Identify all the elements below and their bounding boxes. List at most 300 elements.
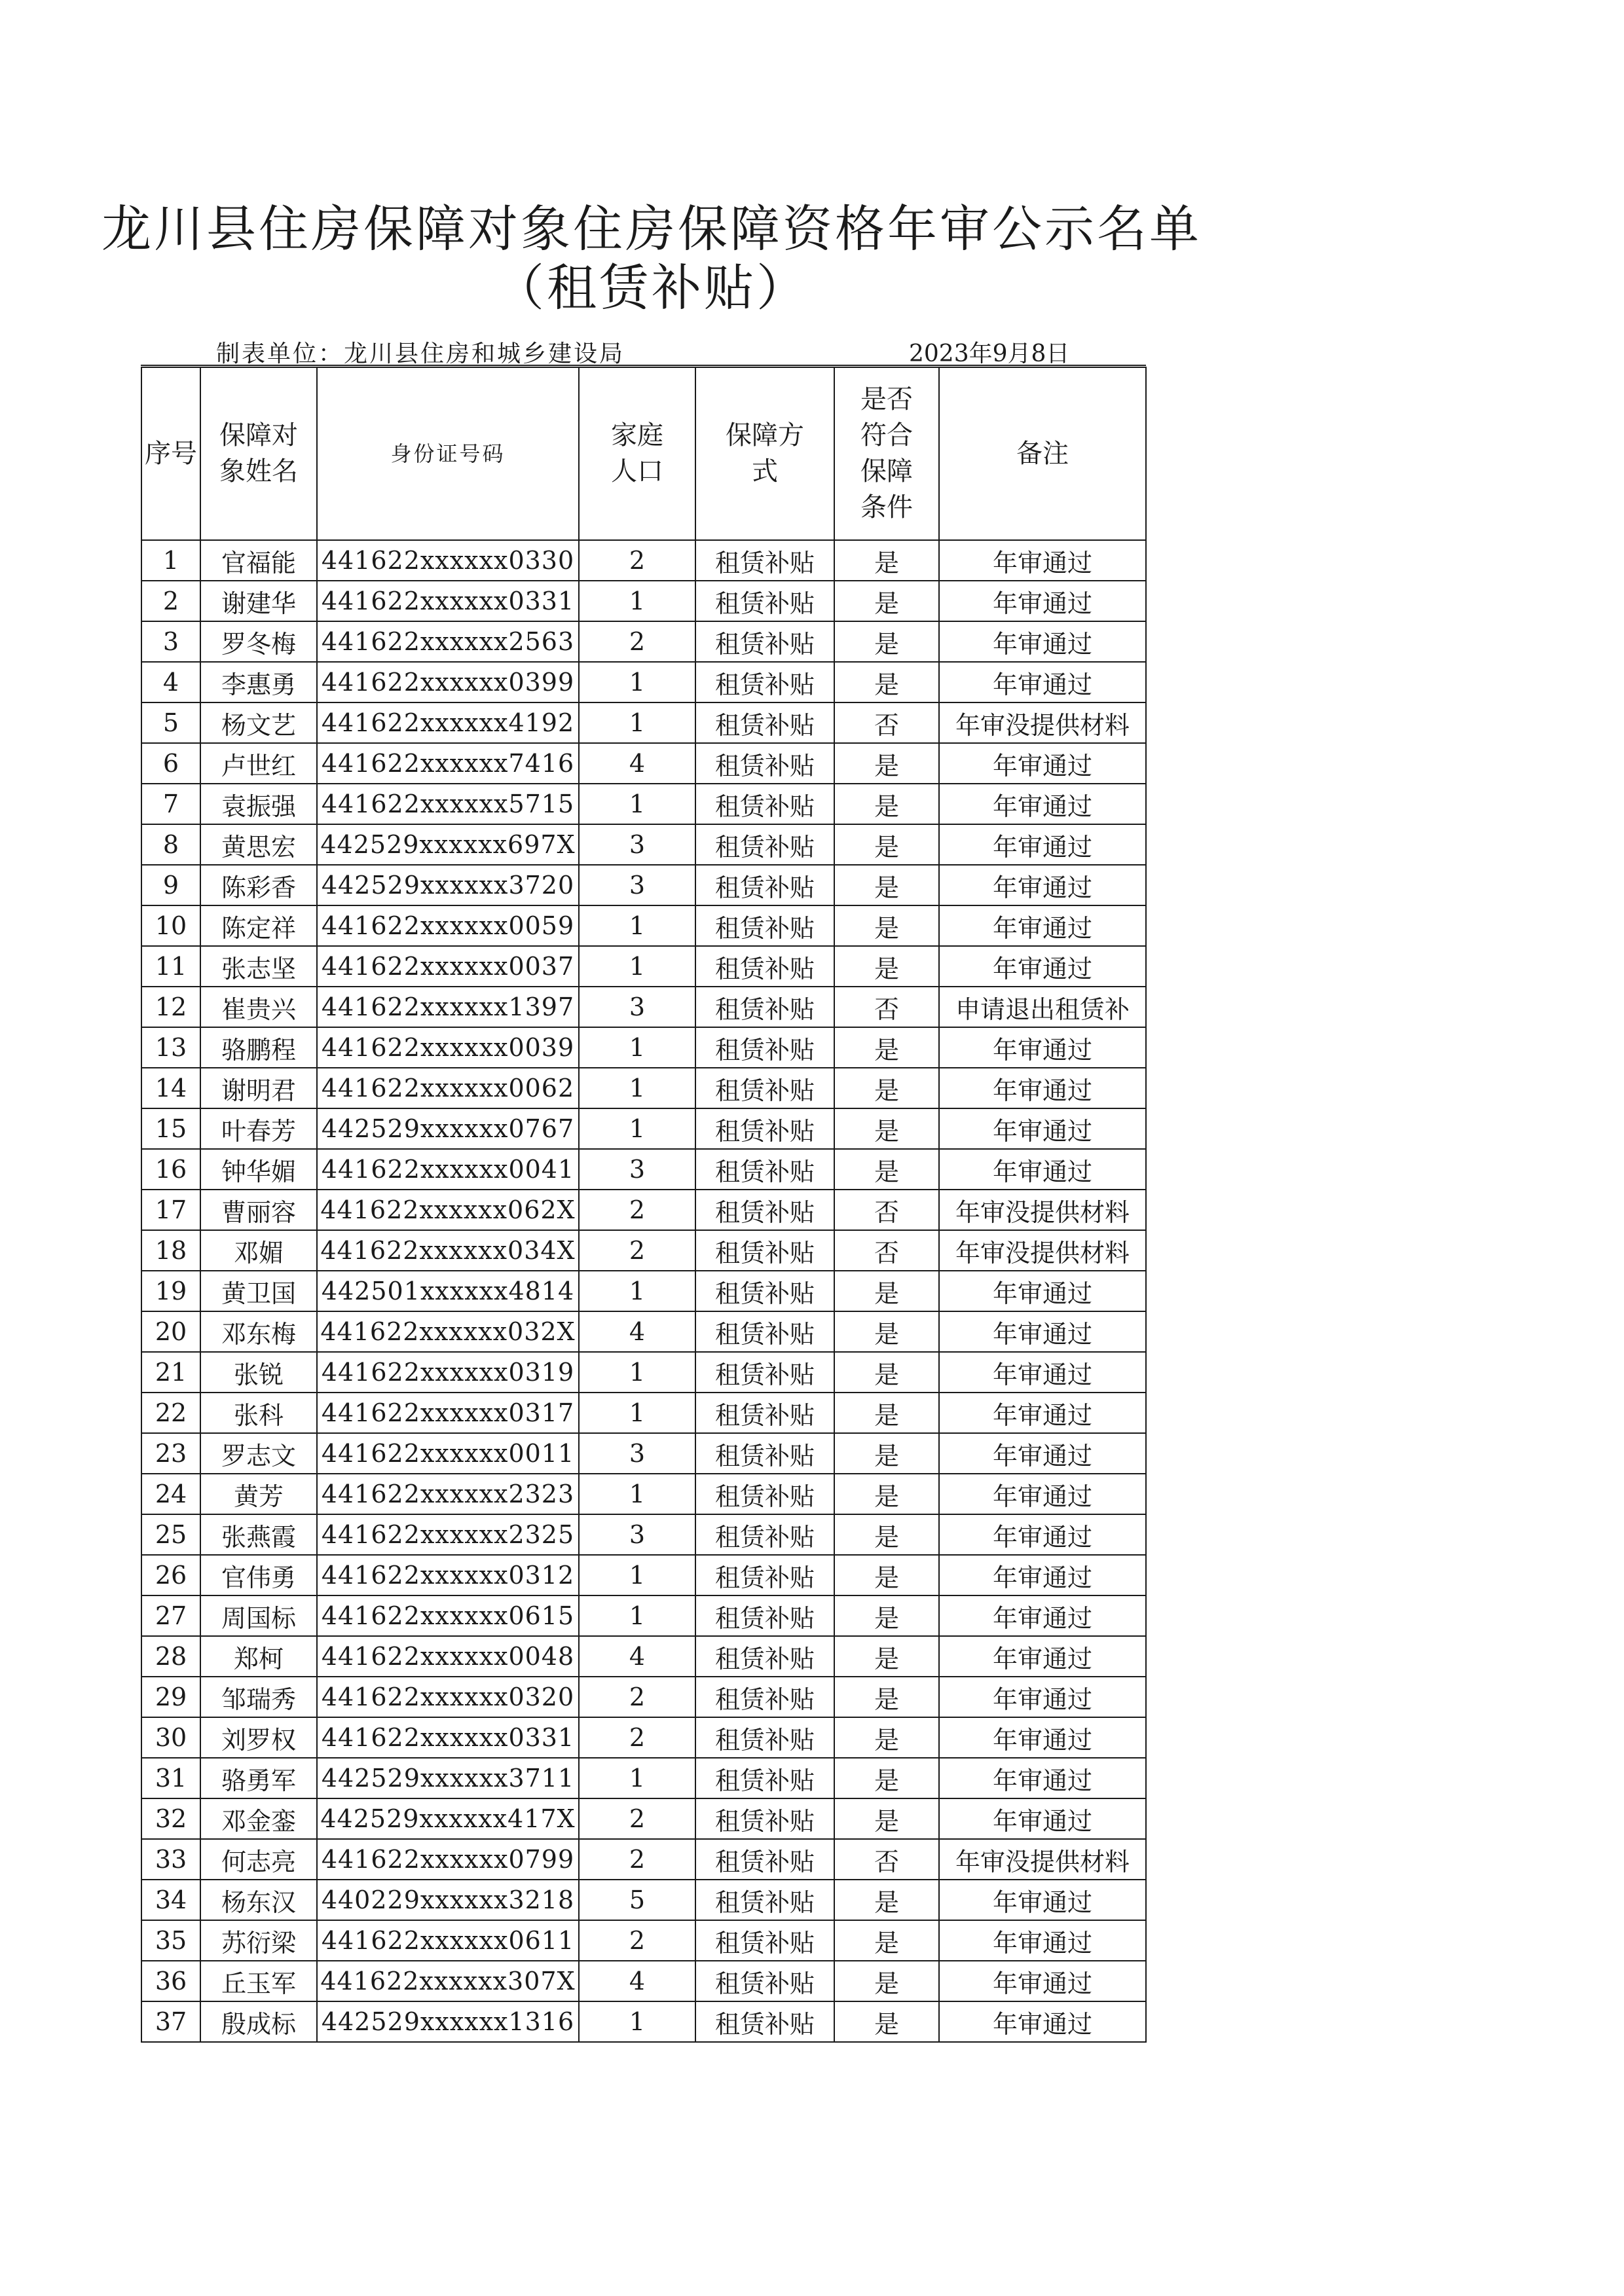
cell-id-number: 441622xxxxxx034X <box>317 1230 579 1271</box>
cell-note: 申请退出租赁补 <box>939 987 1146 1027</box>
cell-note: 年审通过 <box>939 1961 1146 2001</box>
cell-eligible: 是 <box>834 946 939 987</box>
table-row <box>141 784 1146 824</box>
cell-support-mode: 租赁补贴 <box>695 1839 834 1880</box>
cell-seq: 34 <box>141 1880 200 1920</box>
cell-seq: 32 <box>141 1798 200 1839</box>
cell-seq: 15 <box>141 1108 200 1149</box>
cell-support-mode: 租赁补贴 <box>695 1717 834 1758</box>
table-row <box>141 2001 1146 2042</box>
header-eligible <box>834 367 939 540</box>
cell-support-mode: 租赁补贴 <box>695 1393 834 1433</box>
table-row <box>141 1230 1146 1271</box>
cell-name: 黄思宏 <box>200 824 317 865</box>
cell-note: 年审通过 <box>939 1677 1146 1717</box>
cell-id-number: 441622xxxxxx2323 <box>317 1474 579 1514</box>
cell-name: 张志坚 <box>200 946 317 987</box>
cell-support-mode: 租赁补贴 <box>695 1555 834 1595</box>
cell-support-mode: 租赁补贴 <box>695 1514 834 1555</box>
cell-note: 年审通过 <box>939 1393 1146 1433</box>
table-row <box>141 1636 1146 1677</box>
cell-household-size: 3 <box>579 824 695 865</box>
cell-note: 年审通过 <box>939 621 1146 662</box>
cell-household-size: 1 <box>579 1068 695 1108</box>
table-row <box>141 1108 1146 1149</box>
cell-eligible: 是 <box>834 1798 939 1839</box>
table-row <box>141 581 1146 621</box>
cell-support-mode: 租赁补贴 <box>695 865 834 905</box>
cell-note: 年审没提供材料 <box>939 1230 1146 1271</box>
cell-seq: 12 <box>141 987 200 1027</box>
cell-household-size: 2 <box>579 540 695 581</box>
cell-household-size: 1 <box>579 1474 695 1514</box>
cell-note: 年审通过 <box>939 1149 1146 1190</box>
table-row <box>141 1352 1146 1393</box>
table-row <box>141 905 1146 946</box>
applicant-table <box>141 367 1147 2043</box>
cell-household-size: 4 <box>579 1311 695 1352</box>
cell-eligible: 是 <box>834 905 939 946</box>
cell-household-size: 1 <box>579 1555 695 1595</box>
cell-eligible: 是 <box>834 743 939 784</box>
cell-household-size: 1 <box>579 1271 695 1311</box>
cell-seq: 19 <box>141 1271 200 1311</box>
cell-support-mode: 租赁补贴 <box>695 1068 834 1108</box>
cell-id-number: 441622xxxxxx2563 <box>317 621 579 662</box>
cell-support-mode: 租赁补贴 <box>695 1352 834 1393</box>
cell-seq: 30 <box>141 1717 200 1758</box>
cell-household-size: 1 <box>579 946 695 987</box>
cell-note: 年审通过 <box>939 1758 1146 1798</box>
cell-support-mode: 租赁补贴 <box>695 946 834 987</box>
cell-note: 年审通过 <box>939 865 1146 905</box>
cell-household-size: 1 <box>579 1108 695 1149</box>
cell-name: 陈彩香 <box>200 865 317 905</box>
cell-seq: 24 <box>141 1474 200 1514</box>
cell-id-number: 441622xxxxxx0331 <box>317 581 579 621</box>
cell-household-size: 1 <box>579 2001 695 2042</box>
cell-seq: 31 <box>141 1758 200 1798</box>
cell-id-number: 441622xxxxxx0037 <box>317 946 579 987</box>
table-row <box>141 662 1146 702</box>
cell-id-number: 441622xxxxxx0312 <box>317 1555 579 1595</box>
cell-support-mode: 租赁补贴 <box>695 1798 834 1839</box>
cell-name: 叶春芳 <box>200 1108 317 1149</box>
header-eligible-label: 是否符合保障条件 <box>860 384 913 522</box>
issue-date: 2023年9月8日 <box>909 340 1070 367</box>
cell-name: 邓东梅 <box>200 1311 317 1352</box>
cell-support-mode: 租赁补贴 <box>695 824 834 865</box>
cell-eligible: 是 <box>834 1636 939 1677</box>
cell-support-mode: 租赁补贴 <box>695 1311 834 1352</box>
cell-seq: 17 <box>141 1190 200 1230</box>
header-note: 备注 <box>939 367 1146 540</box>
cell-eligible: 是 <box>834 784 939 824</box>
cell-name: 邓媚 <box>200 1230 317 1271</box>
cell-seq: 5 <box>141 702 200 743</box>
cell-name: 罗志文 <box>200 1433 317 1474</box>
cell-eligible: 是 <box>834 1961 939 2001</box>
table-row <box>141 1393 1146 1433</box>
cell-name: 卢世红 <box>200 743 317 784</box>
cell-note: 年审没提供材料 <box>939 1839 1146 1880</box>
cell-household-size: 3 <box>579 1433 695 1474</box>
cell-name: 骆鹏程 <box>200 1027 317 1068</box>
cell-seq: 2 <box>141 581 200 621</box>
cell-seq: 6 <box>141 743 200 784</box>
cell-id-number: 441622xxxxxx0048 <box>317 1636 579 1677</box>
table-row <box>141 1068 1146 1108</box>
cell-name: 殷成标 <box>200 2001 317 2042</box>
table-row <box>141 1798 1146 1839</box>
table-row <box>141 1271 1146 1311</box>
cell-name: 郑柯 <box>200 1636 317 1677</box>
cell-note: 年审通过 <box>939 1636 1146 1677</box>
cell-support-mode: 租赁补贴 <box>695 1758 834 1798</box>
cell-household-size: 2 <box>579 1839 695 1880</box>
table-row <box>141 987 1146 1027</box>
table-row <box>141 865 1146 905</box>
cell-support-mode: 租赁补贴 <box>695 1190 834 1230</box>
cell-note: 年审通过 <box>939 1595 1146 1636</box>
cell-seq: 8 <box>141 824 200 865</box>
cell-id-number: 442529xxxxxx0767 <box>317 1108 579 1149</box>
cell-id-number: 442529xxxxxx417X <box>317 1798 579 1839</box>
table-row <box>141 1758 1146 1798</box>
cell-name: 张科 <box>200 1393 317 1433</box>
cell-note: 年审没提供材料 <box>939 702 1146 743</box>
cell-seq: 1 <box>141 540 200 581</box>
cell-seq: 23 <box>141 1433 200 1474</box>
header-rule <box>141 365 1146 366</box>
cell-eligible: 是 <box>834 1595 939 1636</box>
cell-support-mode: 租赁补贴 <box>695 1595 834 1636</box>
cell-household-size: 1 <box>579 702 695 743</box>
header-id: 身份证号码 <box>317 367 579 540</box>
cell-support-mode: 租赁补贴 <box>695 1027 834 1068</box>
cell-eligible: 是 <box>834 1027 939 1068</box>
table-row <box>141 1961 1146 2001</box>
cell-id-number: 442529xxxxxx3711 <box>317 1758 579 1798</box>
cell-eligible: 是 <box>834 1717 939 1758</box>
cell-name: 丘玉军 <box>200 1961 317 2001</box>
cell-eligible: 是 <box>834 1311 939 1352</box>
cell-eligible: 是 <box>834 1758 939 1798</box>
cell-id-number: 441622xxxxxx0331 <box>317 1717 579 1758</box>
cell-support-mode: 租赁补贴 <box>695 702 834 743</box>
cell-household-size: 1 <box>579 662 695 702</box>
cell-id-number: 442529xxxxxx697X <box>317 824 579 865</box>
cell-household-size: 1 <box>579 1595 695 1636</box>
cell-id-number: 441622xxxxxx0320 <box>317 1677 579 1717</box>
table-row <box>141 1839 1146 1880</box>
cell-name: 苏衍梁 <box>200 1920 317 1961</box>
header-household-label: 家庭人口 <box>611 420 663 486</box>
cell-support-mode: 租赁补贴 <box>695 987 834 1027</box>
cell-name: 张锐 <box>200 1352 317 1393</box>
table-row <box>141 1920 1146 1961</box>
cell-name: 官福能 <box>200 540 317 581</box>
cell-seq: 35 <box>141 1920 200 1961</box>
header-household <box>579 367 695 540</box>
table-row <box>141 1595 1146 1636</box>
cell-seq: 9 <box>141 865 200 905</box>
cell-eligible: 是 <box>834 1880 939 1920</box>
cell-seq: 3 <box>141 621 200 662</box>
cell-eligible: 是 <box>834 1271 939 1311</box>
cell-name: 周国标 <box>200 1595 317 1636</box>
header-mode <box>695 367 834 540</box>
table-row <box>141 1311 1146 1352</box>
cell-id-number: 441622xxxxxx7416 <box>317 743 579 784</box>
cell-id-number: 441622xxxxxx0330 <box>317 540 579 581</box>
cell-name: 官伟勇 <box>200 1555 317 1595</box>
table-row <box>141 1190 1146 1230</box>
cell-eligible: 否 <box>834 1230 939 1271</box>
document-title: 龙川县住房保障对象住房保障资格年审公示名单 <box>101 200 1202 258</box>
cell-eligible: 是 <box>834 1108 939 1149</box>
cell-eligible: 是 <box>834 662 939 702</box>
cell-note: 年审没提供材料 <box>939 1190 1146 1230</box>
cell-household-size: 1 <box>579 784 695 824</box>
cell-eligible: 是 <box>834 824 939 865</box>
table-row <box>141 1027 1146 1068</box>
cell-seq: 29 <box>141 1677 200 1717</box>
cell-support-mode: 租赁补贴 <box>695 621 834 662</box>
header-seq: 序号 <box>141 367 200 540</box>
table-row <box>141 702 1146 743</box>
cell-name: 黄卫国 <box>200 1271 317 1311</box>
cell-id-number: 441622xxxxxx307X <box>317 1961 579 2001</box>
cell-name: 陈定祥 <box>200 905 317 946</box>
cell-household-size: 2 <box>579 1190 695 1230</box>
document-subtitle: （租赁补贴） <box>494 259 809 317</box>
cell-eligible: 是 <box>834 1352 939 1393</box>
cell-note: 年审通过 <box>939 540 1146 581</box>
cell-id-number: 441622xxxxxx0059 <box>317 905 579 946</box>
cell-note: 年审通过 <box>939 1068 1146 1108</box>
header-name-label: 保障对象姓名 <box>219 420 298 486</box>
cell-eligible: 是 <box>834 1555 939 1595</box>
cell-note: 年审通过 <box>939 1433 1146 1474</box>
table-row <box>141 824 1146 865</box>
cell-support-mode: 租赁补贴 <box>695 1149 834 1190</box>
cell-support-mode: 租赁补贴 <box>695 1433 834 1474</box>
cell-household-size: 3 <box>579 1149 695 1190</box>
table-row <box>141 743 1146 784</box>
cell-eligible: 否 <box>834 702 939 743</box>
table-row <box>141 946 1146 987</box>
cell-household-size: 3 <box>579 865 695 905</box>
cell-name: 张燕霞 <box>200 1514 317 1555</box>
cell-household-size: 1 <box>579 1758 695 1798</box>
table-row <box>141 1514 1146 1555</box>
header-mode-label: 保障方式 <box>726 420 804 486</box>
cell-id-number: 441622xxxxxx0011 <box>317 1433 579 1474</box>
cell-eligible: 是 <box>834 865 939 905</box>
cell-household-size: 4 <box>579 743 695 784</box>
cell-support-mode: 租赁补贴 <box>695 1108 834 1149</box>
cell-id-number: 441622xxxxxx0611 <box>317 1920 579 1961</box>
cell-support-mode: 租赁补贴 <box>695 1230 834 1271</box>
cell-eligible: 是 <box>834 1149 939 1190</box>
cell-id-number: 442529xxxxxx3720 <box>317 865 579 905</box>
cell-name: 崔贵兴 <box>200 987 317 1027</box>
cell-household-size: 2 <box>579 1230 695 1271</box>
table-row <box>141 1433 1146 1474</box>
cell-name: 杨东汉 <box>200 1880 317 1920</box>
cell-note: 年审通过 <box>939 1027 1146 1068</box>
cell-seq: 27 <box>141 1595 200 1636</box>
cell-eligible: 否 <box>834 1839 939 1880</box>
cell-seq: 20 <box>141 1311 200 1352</box>
cell-name: 骆勇军 <box>200 1758 317 1798</box>
table-row <box>141 1149 1146 1190</box>
cell-name: 罗冬梅 <box>200 621 317 662</box>
cell-support-mode: 租赁补贴 <box>695 1880 834 1920</box>
cell-support-mode: 租赁补贴 <box>695 662 834 702</box>
cell-id-number: 441622xxxxxx4192 <box>317 702 579 743</box>
cell-name: 刘罗权 <box>200 1717 317 1758</box>
cell-note: 年审通过 <box>939 1352 1146 1393</box>
cell-id-number: 441622xxxxxx5715 <box>317 784 579 824</box>
cell-seq: 21 <box>141 1352 200 1393</box>
cell-note: 年审通过 <box>939 824 1146 865</box>
cell-note: 年审通过 <box>939 946 1146 987</box>
cell-id-number: 441622xxxxxx0317 <box>317 1393 579 1433</box>
cell-note: 年审通过 <box>939 662 1146 702</box>
cell-note: 年审通过 <box>939 1311 1146 1352</box>
cell-note: 年审通过 <box>939 1108 1146 1149</box>
cell-note: 年审通过 <box>939 2001 1146 2042</box>
cell-household-size: 5 <box>579 1880 695 1920</box>
cell-name: 钟华媚 <box>200 1149 317 1190</box>
table-row <box>141 1474 1146 1514</box>
table-header-row <box>141 367 1146 540</box>
cell-household-size: 2 <box>579 1677 695 1717</box>
cell-id-number: 441622xxxxxx0039 <box>317 1027 579 1068</box>
cell-support-mode: 租赁补贴 <box>695 905 834 946</box>
cell-support-mode: 租赁补贴 <box>695 1677 834 1717</box>
cell-id-number: 442501xxxxxx4814 <box>317 1271 579 1311</box>
cell-eligible: 是 <box>834 581 939 621</box>
cell-eligible: 是 <box>834 621 939 662</box>
cell-support-mode: 租赁补贴 <box>695 743 834 784</box>
cell-name: 袁振强 <box>200 784 317 824</box>
table-row <box>141 621 1146 662</box>
cell-name: 曹丽容 <box>200 1190 317 1230</box>
cell-household-size: 2 <box>579 1798 695 1839</box>
cell-name: 何志亮 <box>200 1839 317 1880</box>
cell-name: 谢明君 <box>200 1068 317 1108</box>
cell-eligible: 是 <box>834 1433 939 1474</box>
cell-household-size: 2 <box>579 1920 695 1961</box>
cell-support-mode: 租赁补贴 <box>695 581 834 621</box>
cell-support-mode: 租赁补贴 <box>695 1920 834 1961</box>
cell-seq: 4 <box>141 662 200 702</box>
cell-eligible: 是 <box>834 1474 939 1514</box>
cell-support-mode: 租赁补贴 <box>695 1474 834 1514</box>
cell-note: 年审通过 <box>939 1271 1146 1311</box>
cell-eligible: 是 <box>834 1393 939 1433</box>
cell-note: 年审通过 <box>939 784 1146 824</box>
cell-eligible: 是 <box>834 2001 939 2042</box>
cell-support-mode: 租赁补贴 <box>695 540 834 581</box>
cell-seq: 14 <box>141 1068 200 1108</box>
cell-eligible: 否 <box>834 1190 939 1230</box>
cell-eligible: 是 <box>834 540 939 581</box>
cell-support-mode: 租赁补贴 <box>695 1961 834 2001</box>
cell-seq: 13 <box>141 1027 200 1068</box>
cell-id-number: 441622xxxxxx0041 <box>317 1149 579 1190</box>
cell-id-number: 441622xxxxxx062X <box>317 1190 579 1230</box>
cell-eligible: 是 <box>834 1514 939 1555</box>
cell-eligible: 否 <box>834 987 939 1027</box>
cell-note: 年审通过 <box>939 1474 1146 1514</box>
cell-seq: 36 <box>141 1961 200 2001</box>
cell-eligible: 是 <box>834 1068 939 1108</box>
header-name <box>200 367 317 540</box>
table-row <box>141 1677 1146 1717</box>
cell-note: 年审通过 <box>939 1920 1146 1961</box>
cell-eligible: 是 <box>834 1920 939 1961</box>
cell-name: 邓金銮 <box>200 1798 317 1839</box>
cell-household-size: 1 <box>579 905 695 946</box>
cell-support-mode: 租赁补贴 <box>695 1636 834 1677</box>
issuing-unit: 制表单位：龙川县住房和城乡建设局 <box>216 340 625 367</box>
cell-note: 年审通过 <box>939 1717 1146 1758</box>
cell-note: 年审通过 <box>939 1880 1146 1920</box>
cell-support-mode: 租赁补贴 <box>695 784 834 824</box>
cell-seq: 7 <box>141 784 200 824</box>
cell-id-number: 440229xxxxxx3218 <box>317 1880 579 1920</box>
cell-support-mode: 租赁补贴 <box>695 1271 834 1311</box>
cell-household-size: 1 <box>579 1393 695 1433</box>
cell-name: 黄芳 <box>200 1474 317 1514</box>
cell-seq: 28 <box>141 1636 200 1677</box>
cell-name: 邹瑞秀 <box>200 1677 317 1717</box>
cell-seq: 16 <box>141 1149 200 1190</box>
cell-note: 年审通过 <box>939 1555 1146 1595</box>
cell-name: 杨文艺 <box>200 702 317 743</box>
cell-support-mode: 租赁补贴 <box>695 2001 834 2042</box>
cell-seq: 10 <box>141 905 200 946</box>
cell-household-size: 4 <box>579 1961 695 2001</box>
cell-id-number: 441622xxxxxx0399 <box>317 662 579 702</box>
table-row <box>141 1717 1146 1758</box>
cell-seq: 25 <box>141 1514 200 1555</box>
cell-id-number: 441622xxxxxx1397 <box>317 987 579 1027</box>
cell-id-number: 441622xxxxxx0615 <box>317 1595 579 1636</box>
cell-note: 年审通过 <box>939 743 1146 784</box>
cell-seq: 33 <box>141 1839 200 1880</box>
cell-household-size: 1 <box>579 1027 695 1068</box>
cell-id-number: 441622xxxxxx0799 <box>317 1839 579 1880</box>
cell-id-number: 442529xxxxxx1316 <box>317 2001 579 2042</box>
cell-household-size: 3 <box>579 1514 695 1555</box>
cell-seq: 18 <box>141 1230 200 1271</box>
cell-id-number: 441622xxxxxx0062 <box>317 1068 579 1108</box>
cell-household-size: 2 <box>579 621 695 662</box>
cell-id-number: 441622xxxxxx0319 <box>317 1352 579 1393</box>
cell-household-size: 4 <box>579 1636 695 1677</box>
cell-household-size: 2 <box>579 1717 695 1758</box>
table-row <box>141 540 1146 581</box>
cell-seq: 11 <box>141 946 200 987</box>
cell-note: 年审通过 <box>939 905 1146 946</box>
cell-seq: 22 <box>141 1393 200 1433</box>
cell-seq: 26 <box>141 1555 200 1595</box>
